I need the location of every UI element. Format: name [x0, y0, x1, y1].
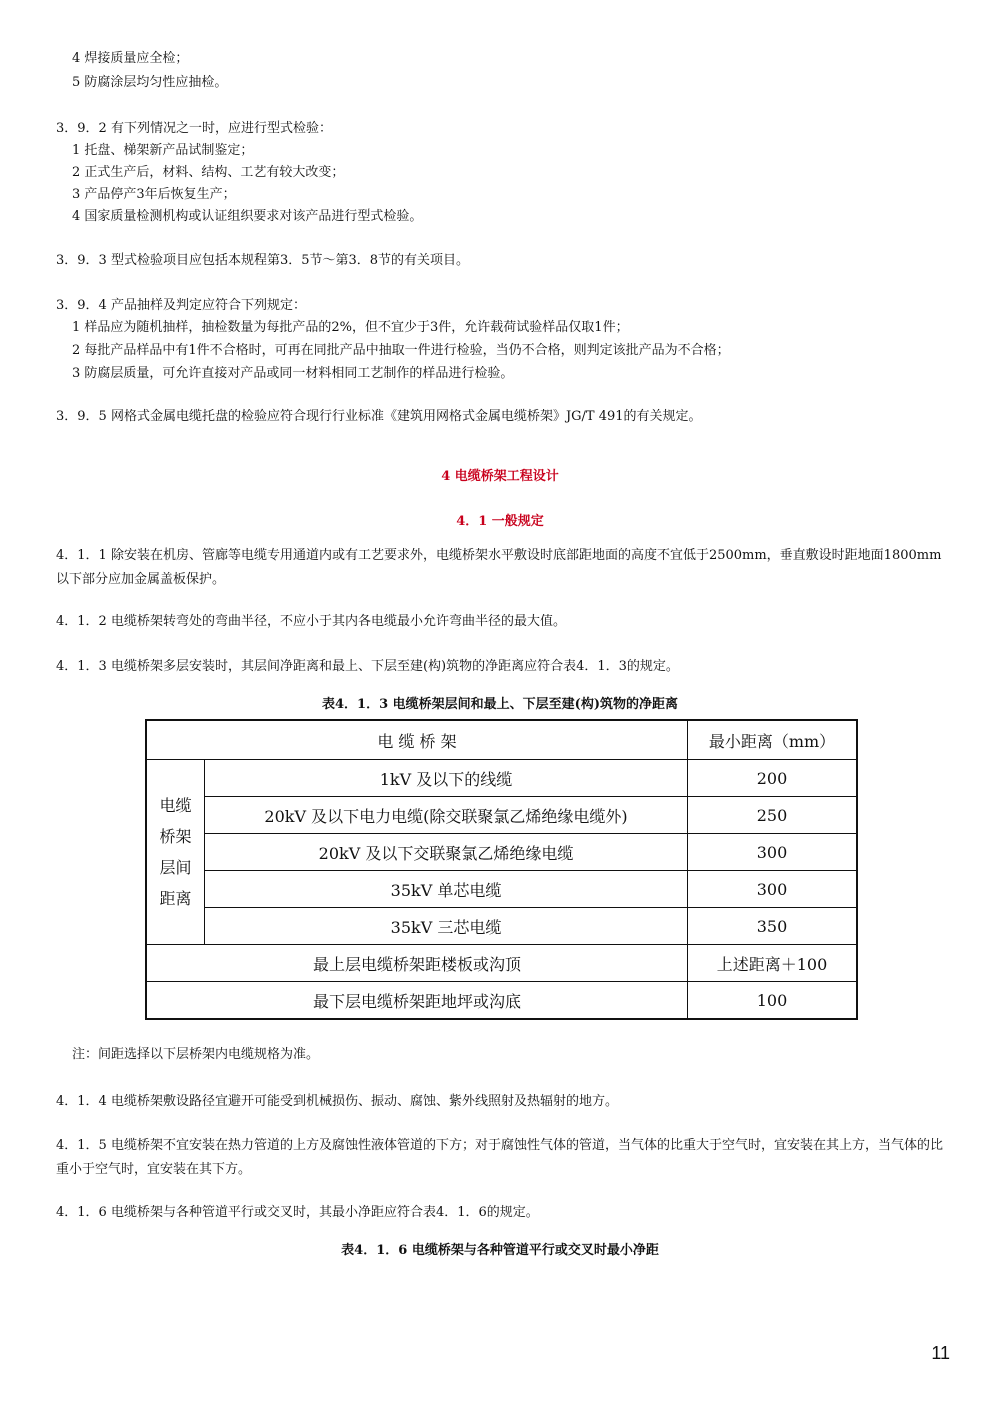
row-label: 最下层电缆桥架距地坪或沟底 — [146, 982, 688, 1020]
clause-4-1-3: 4．1．3 电缆桥架多层安装时，其层间净距离和最上、下层至建(构)筑物的净距离应符合表4．1．3的规定。 — [56, 659, 679, 674]
table-header-row — [146, 720, 857, 760]
clause-3-9-2-item-2: 2 正式生产后，材料、结构、工艺有较大改变； — [72, 165, 345, 180]
row-label: 35kV 三芯电缆 — [205, 908, 688, 945]
group-label — [146, 760, 205, 945]
group-label-line: 距离 — [159, 889, 192, 908]
clause-3-9-2-item-1: 1 托盘、梯架新产品试制鉴定； — [72, 143, 254, 158]
group-label-line: 层间 — [159, 858, 192, 877]
group-label-line: 桥架 — [159, 827, 192, 846]
table-row — [146, 760, 857, 797]
chapter-title: 4 电缆桥架工程设计 — [441, 469, 559, 484]
row-label: 最上层电缆桥架距楼板或沟顶 — [146, 945, 688, 982]
table-row — [146, 834, 857, 871]
table-4-1-6-caption: 表4．1．6 电缆桥架与各种管道平行或交叉时最小净距 — [341, 1243, 659, 1258]
group-label-line: 电缆 — [159, 796, 192, 815]
clause-3-9-2-title: 3．9．2 有下列情况之一时，应进行型式检验： — [56, 121, 332, 136]
row-label: 35kV 单芯电缆 — [205, 871, 688, 908]
clause-3-9-2-item-3: 3 产品停产3年后恢复生产； — [72, 187, 236, 202]
item-3-9-1-4: 4 焊接质量应全检； — [72, 51, 189, 66]
clause-3-9-3: 3．9．3 型式检验项目应包括本规程第3．5节～第3．8节的有关项目。 — [56, 253, 470, 268]
table-row — [146, 945, 857, 982]
item-3-9-1-5: 5 防腐涂层均匀性应抽检。 — [72, 75, 228, 90]
table-note: 注：间距选择以下层桥架内电缆规格为准。 — [72, 1047, 320, 1062]
header-min-distance: 最小距离（mm） — [688, 720, 858, 760]
row-value: 上述距离＋100 — [688, 945, 858, 982]
table-4-1-3-caption: 表4．1．3 电缆桥架层间和最上、下层至建(构)筑物的净距离 — [322, 697, 678, 712]
row-label: 20kV 及以下电力电缆(除交联聚氯乙烯绝缘电缆外) — [205, 797, 688, 834]
clearance-table — [145, 719, 858, 1020]
clause-4-1-6: 4．1．6 电缆桥架与各种管道平行或交叉时，其最小净距应符合表4．1．6的规定。 — [56, 1205, 539, 1220]
row-value: 300 — [688, 871, 858, 908]
page-number: 11 — [931, 1343, 950, 1363]
clause-4-1-4: 4．1．4 电缆桥架敷设路径宜避开可能受到机械损伤、振动、腐蚀、紫外线照射及热辐射的地方。 — [56, 1094, 618, 1109]
section-title: 4．1 一般规定 — [456, 514, 544, 529]
row-value: 300 — [688, 834, 858, 871]
row-value: 250 — [688, 797, 858, 834]
table-row — [146, 982, 857, 1020]
header-cable-tray: 电 缆 桥 架 — [146, 720, 688, 760]
table-row — [146, 871, 857, 908]
table-row — [146, 797, 857, 834]
row-value: 100 — [688, 982, 858, 1020]
clause-3-9-4-item-1: 1 样品应为随机抽样，抽检数量为每批产品的2%，但不宜少于3件，允许载荷试验样品仅取1件； — [72, 320, 629, 335]
clause-3-9-4-title: 3．9．4 产品抽样及判定应符合下列规定： — [56, 298, 306, 313]
row-value: 200 — [688, 760, 858, 797]
row-value: 350 — [688, 908, 858, 945]
row-label: 20kV 及以下交联聚氯乙烯绝缘电缆 — [205, 834, 688, 871]
clause-3-9-5: 3．9．5 网格式金属电缆托盘的检验应符合现行行业标准《建筑用网格式金属电缆桥架》JG/T 491的有关规定。 — [56, 409, 702, 424]
row-label: 1kV 及以下的线缆 — [205, 760, 688, 797]
clause-4-1-1: 4．1．1 除安装在机房、管廊等电缆专用通道内或有工艺要求外，电缆桥架水平敷设时底部距地面的高度不宜低于2500mm，垂直敷设时距地面1800mm以下部分应加金属盖板保护。 — [56, 548, 942, 587]
clause-3-9-2-item-4: 4 国家质量检测机构或认证组织要求对该产品进行型式检验。 — [72, 209, 423, 224]
clause-3-9-4-item-3: 3 防腐层质量，可允许直接对产品或同一材料相同工艺制作的样品进行检验。 — [72, 366, 514, 381]
clause-4-1-5: 4．1．5 电缆桥架不宜安装在热力管道的上方及腐蚀性液体管道的下方；对于腐蚀性气体的管道，当气体的比重大于空气时，宜安装在其上方，当气体的比重小于空气时，宜安装在其下方。 — [56, 1138, 943, 1177]
clause-4-1-2: 4．1．2 电缆桥架转弯处的弯曲半径，不应小于其内各电缆最小允许弯曲半径的最大值。 — [56, 614, 566, 629]
table-row — [146, 908, 857, 945]
clause-3-9-4-item-2: 2 每批产品样品中有1件不合格时，可再在同批产品中抽取一件进行检验，当仍不合格，则判定该批产品为不合格； — [72, 343, 730, 358]
